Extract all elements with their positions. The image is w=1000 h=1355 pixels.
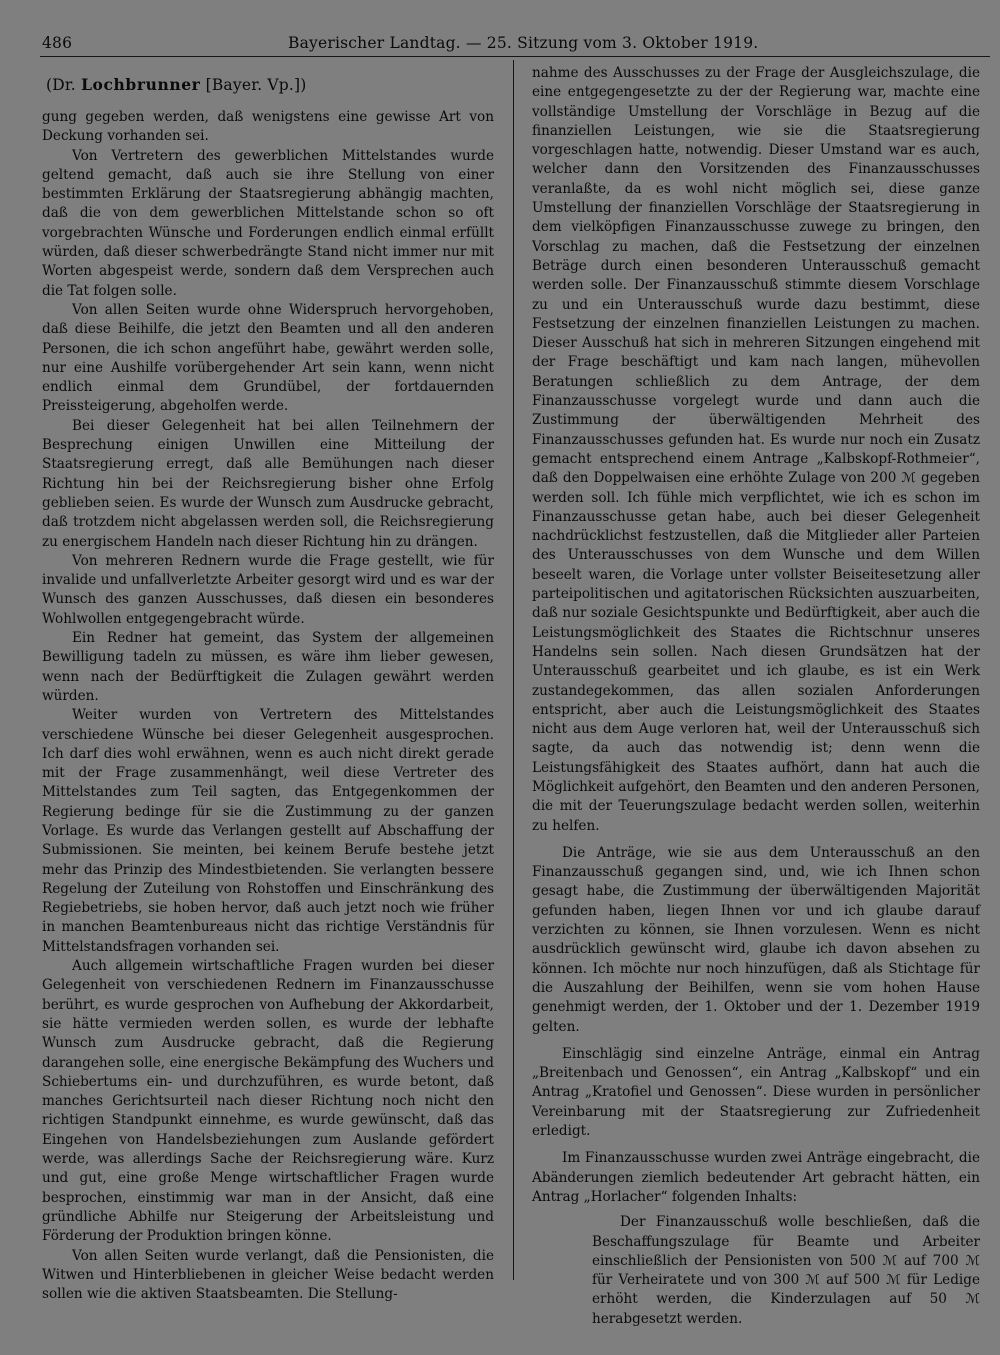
speaker-party: [Bayer. Vp.]) bbox=[205, 76, 307, 94]
quoted-motion: Der Finanzausschuß wolle beschließen, daß die Beschaffungszulage für Beamte und Arbeiter einschließlich der Pensionisten von 500 ℳ auf 700 ℳ für Verheiratete und von 300 ℳ auf 500 ℳ für Ledige erhöht werden, die Kinderzulagen auf 50 ℳ herabgesetzt werden. bbox=[592, 1214, 980, 1327]
paragraph: Von allen Seiten wurde ohne Widerspruch hervorgehoben, daß diese Beihilfe, die jetzt den Beamten und all den anderen Personen, die ich schon angeführt habe, gewährt werden solle, nur eine Aushilfe vorübergehender Art sein kann, wenn nicht endlich einmal dem Grundübel, der fortdauernden Preissteigerung, abgeholfen werde. bbox=[42, 301, 494, 415]
speaker-prefix: (Dr. bbox=[46, 76, 76, 94]
paragraph: Weiter wurden von Vertretern des Mittelstandes verschiedene Wünsche bei dieser Gelegenheit ausgesprochen. Ich darf dies wohl erwähnen, wenn es auch nicht direkt gerade mit der Frage zusammenhängt, weil diese Vertreter des Mittelstandes zum Teil sagten, das Entgegenkommen der Regierung bedinge für sie die Zustimmung zu der ganzen Vorlage. Es wurde das Verlangen gestellt auf Abschaffung der Submissionen. Sie meinten, bei keinem Berufe bestehe jetzt mehr das Prinzip des Mindestbietenden. Sie verlangten bessere Regelung der Zuteilung von Rohstoffen und Einschränkung des Regiebetriebs, sie hoben hervor, daß auch jetzt noch wie früher in manchen Beamtenbureaus nicht das richtige Verständnis für Mittelstandsfragen vorhanden sei. bbox=[42, 707, 494, 955]
paragraph: Auch allgemein wirtschaftliche Fragen wurden bei dieser Gelegenheit von verschiedenen Rednern im Finanzausschusse berührt, es wurde gesprochen von Aufhebung der Akkordarbeit, sie hätte vermieden werden sollen, es wurde der lebhafte Wunsch zum Ausdrucke gebracht, daß die Regierung darangehen solle, eine energische Bekämpfung des Wuchers und Schiebertums ein- und durchzuführen, es wurde betont, daß manches Gerichtsurteil nach dieser Richtung noch nicht den richtigen Standpunkt einnehme, es wurde gewünscht, daß das Eingehen von Handelsbeziehungen zum Auslande gefördert werde, was allerdings Sache der Reichsregierung wäre. Kurz und gut, eine große Menge wirtschaftlicher Fragen wurde besprochen, einstimmig war man in der Ansicht, daß eine gründliche Abhilfe nur Steigerung der Arbeitsleistung und Förderung der Produktion bringen könne. bbox=[42, 958, 494, 1245]
paragraph: Von mehreren Rednern wurde die Frage gestellt, wie für invalide und unfallverletzte Arbeiter gesorgt wird und es war der Wunsch des ganzen Ausschusses, daß diesen ein besonderes Wohlwollen entgegengebracht würde. bbox=[42, 552, 494, 627]
paragraph: Einschlägig sind einzelne Anträge, einmal ein Antrag „Breitenbach und Genossen“, ein Antrag „Kalbskopf“ und ein Antrag „Kratofiel und Genossen“. Diese wurden in persönlicher Vereinbarung mit der Staatsregierung zur Zufriedenheit erledigt. bbox=[532, 1045, 980, 1140]
paragraph: nahme des Ausschusses zu der Frage der Ausgleichszulage, die eine entgegengesetzte zu der der Regierung war, machte eine vollständige Umstellung der Vorschläge in Bezug auf die finanziellen Leistungen, wie sie die Staatsregierung vorgeschlagen hatte, notwendig. Dieser Umstand war es auch, welcher dann den Vorsitzenden des Finanzausschusses veranlaßte, da es wohl nicht möglich sei, diese ganze Umstellung der finanziellen Vorschläge der Staatsregierung in dem vielköpfigen Finanzausschusse zuwege zu bringen, den Vorschlag zu machen, daß die Festsetzung der einzelnen Beträge durch einen besonderen Unterausschuß gemacht werden solle. Der Finanzausschuß stimmte diesem Vorschlage zu und ein Unterausschuß wurde dazu bestimmt, diese Festsetzung der einzelnen finanziellen Leistungen zu machen. Dieser Ausschuß hat sich in mehreren Sitzungen eingehend mit der Frage beschäftigt und kam nach langen, mühevollen Beratungen schließlich zu dem Antrage, der dem Finanzausschusse vorgelegt wurde und dann auch die Zustimmung der überwältigenden Mehrheit des Finanzausschusses gefunden hat. Es wurde nur noch ein Zusatz gemacht entsprechend einem Antrage „Kalbskopf-Rothmeier“, daß den Doppelwaisen eine erhöhte Zulage von 200 ℳ gegeben werden soll. Ich fühle mich verpflichtet, wie ich es schon im Finanzausschusse getan habe, auch bei dieser Gelegenheit nachdrücklichst festzustellen, daß die Mitglieder aller Parteien des Unterausschusses von dem Wunsche und dem Willen beseelt waren, die Vorlage unter vollster Beiseitesetzung aller parteipolitischen und agitatorischen Rücksichten auszuarbeiten, daß nur soziale Gesichtspunkte und Bedürftigkeit, aber auch die Leistungsmöglichkeit des Staates die Richtschnur unseres Handelns sein sollen. Nach diesen Grundsätzen hat der Unterausschuß gearbeitet und ich glaube, es ist ein Werk zustandegekommen, das allen sozialen Anforderungen entspricht, aber auch die Leistungsmöglichkeit des Staates nicht aus dem Auge verloren hat, weil der Unterausschuß sich sagte, da auch das notwendig ist; denn wenn die Leistungsfähigkeit des Staates aufhört, dann hat auch die Möglichkeit aufgehört, den Beamten und den anderen Personen, die mit der Teuerungszulage bedacht werden sollen, weiterhin zu helfen. bbox=[532, 65, 980, 834]
left-column bbox=[42, 64, 494, 1303]
running-title: Bayerischer Landtag. — 25. Sitzung vom 3. Oktober 1919. bbox=[288, 34, 759, 52]
speaker-name: Lochbrunner bbox=[81, 75, 201, 94]
paragraph: Im Finanzausschusse wurden zwei Anträge eingebracht, die Abänderungen ziemlich bedeutender Art gebracht hätten, ein Antrag „Horlacher“ folgenden Inhalts: bbox=[532, 1150, 980, 1205]
column-divider bbox=[513, 60, 514, 1280]
paragraph: Von Vertretern des gewerblichen Mittelstandes wurde geltend gemacht, daß auch sie ihre Stellung von einer bestimmten Erklärung der Staatsregierung abhängig machten, daß die von dem gewerblichen Mittelstande schon so oft vorgebrachten Wünsche und Forderungen endlich einmal erfüllt würden, daß dieser schwerbedrängte Stand nicht immer nur mit Worten abgespeist werde, sondern daß dem Versprechen auch die Tat folgen solle. bbox=[42, 147, 494, 299]
paragraph: Die Anträge, wie sie aus dem Unterausschuß an den Finanzausschuß gegangen sind, und, wie ich Ihnen schon gesagt habe, die Zustimmung der überwältigenden Majorität gefunden haben, liegen Ihnen vor und ich glaube darauf verzichten zu können, sie Ihnen vorzulesen. Wenn es nicht ausdrücklich gewünscht wird, glaube ich davon absehen zu können. Ich möchte nur noch hinzufügen, daß als Stichtage für die Auszahlung der Beihilfen, wenn sie vom hohen Hause genehmigt werden, der 1. Oktober und der 1. Dezember 1919 gelten. bbox=[532, 844, 980, 1035]
speaker-line bbox=[46, 74, 494, 96]
paragraph: Ein Redner hat gemeint, das System der allgemeinen Bewilligung tadeln zu müssen, es wäre ihm lieber gewesen, wenn nach der Bedürftigkeit die Zulagen gewährt werden würden. bbox=[42, 630, 494, 704]
paragraph: Bei dieser Gelegenheit hat bei allen Teilnehmern der Besprechung einigen Unwillen eine Mitteilung der Staatsregierung erregt, daß alle Bemühungen nach dieser Richtung hin bei der Reichsregierung bisher ohne Erfolg geblieben seien. Es wurde der Wunsch zum Ausdrucke gebracht, daß trotzdem nicht abgelassen werden soll, die Reichsregierung zu energischem Handeln nach dieser Richtung hin zu drängen. bbox=[42, 417, 494, 550]
page-number: 486 bbox=[42, 34, 73, 52]
paragraph: gung gegeben werden, daß wenigstens eine gewisse Art von Deckung vorhanden sei. bbox=[42, 109, 494, 145]
right-column bbox=[532, 64, 980, 1327]
running-header bbox=[40, 32, 990, 56]
paragraph: Von allen Seiten wurde verlangt, daß die Pensionisten, die Witwen und Hinterbliebenen in gleicher Weise bedacht werden sollen wie die aktiven Staatsbeamten. Die Stellung- bbox=[42, 1247, 494, 1303]
header-rule bbox=[40, 56, 990, 57]
